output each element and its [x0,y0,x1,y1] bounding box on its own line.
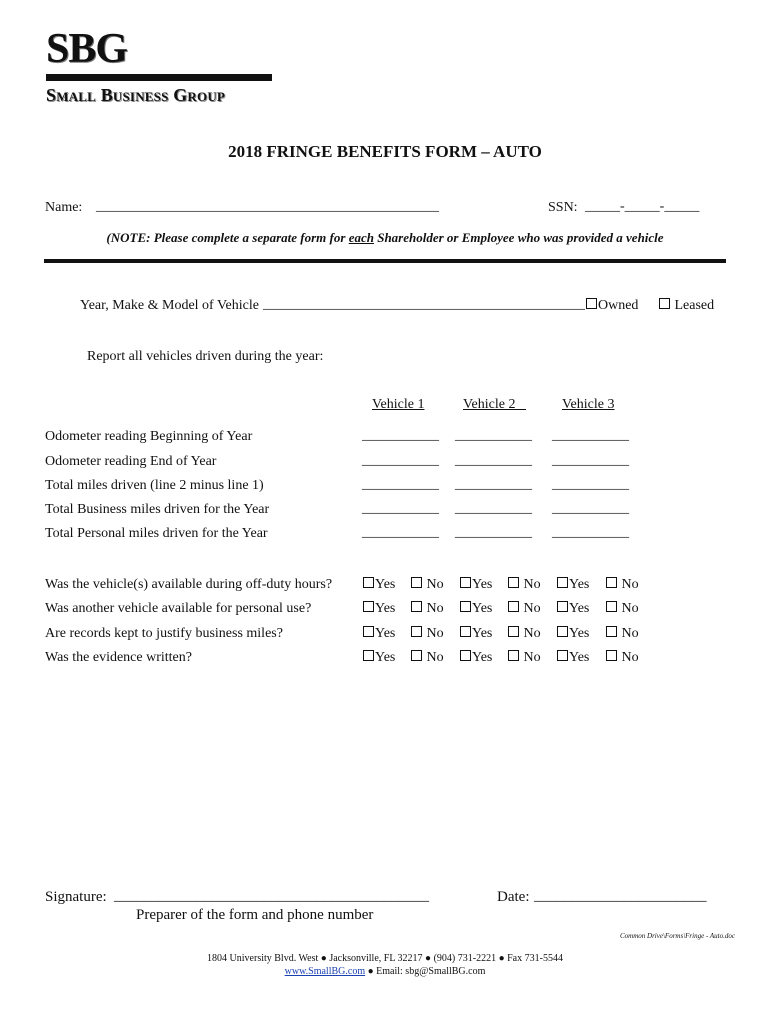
vehicle-label: Year, Make & Model of Vehicle [80,298,259,313]
no-checkbox[interactable]: No [411,626,444,642]
yes-checkbox[interactable]: Yes [460,650,492,666]
row-label-total-miles: Total miles driven (line 2 minus line 1) [45,478,264,493]
checkbox-icon [411,626,422,637]
checkbox-icon [411,650,422,661]
question-evidence-written: Was the evidence written? [45,650,192,665]
no-checkbox[interactable]: No [508,650,541,666]
logo-subtitle: Small Business Group [46,85,226,105]
yes-checkbox[interactable]: Yes [363,626,395,642]
checkbox-icon [659,298,670,309]
question-another-vehicle: Was another vehicle available for personal use? [45,601,312,616]
website-link[interactable]: www.SmallBG.com [284,966,366,977]
yes-checkbox[interactable]: Yes [460,626,492,642]
checkbox-icon [508,601,519,612]
no-checkbox[interactable]: No [606,577,639,593]
mileage-field[interactable]: ___________ [455,453,532,468]
mileage-field[interactable]: ___________ [455,501,532,516]
no-checkbox[interactable]: No [508,626,541,642]
yes-checkbox[interactable]: Yes [363,577,395,593]
mileage-field[interactable]: ___________ [552,453,629,468]
divider-rule [44,259,726,263]
checkbox-icon [557,577,568,588]
name-field[interactable]: _________________________________________________ [96,199,439,214]
yes-checkbox[interactable]: Yes [557,650,589,666]
date-label: Date: [497,889,530,905]
checkbox-icon [460,626,471,637]
row-label-personal-miles: Total Personal miles driven for the Year [45,526,268,541]
no-checkbox[interactable]: No [411,601,444,617]
checkbox-icon [606,626,617,637]
ssn-field[interactable]: _____-_____-_____ [585,199,700,214]
checkbox-icon [411,577,422,588]
vehicle-3-header: Vehicle 3 [562,397,615,412]
no-checkbox[interactable]: No [508,577,541,593]
form-title: 2018 FRINGE BENEFITS FORM – AUTO [228,142,542,161]
leased-checkbox[interactable]: Leased [659,298,714,314]
mileage-field[interactable]: ___________ [362,477,439,492]
checkbox-icon [363,626,374,637]
logo-bar [46,74,272,81]
mileage-field[interactable]: ___________ [455,477,532,492]
vehicle-2-header: Vehicle 2 [463,397,516,412]
owned-checkbox[interactable]: Owned [586,298,638,314]
checkbox-icon [557,601,568,612]
checkbox-icon [460,601,471,612]
checkbox-icon [508,650,519,661]
file-path-note: Common Drive\Forms\Fringe - Auto.doc [620,932,735,940]
no-checkbox[interactable]: No [508,601,541,617]
row-label-odometer-end: Odometer reading End of Year [45,454,217,469]
checkbox-icon [460,650,471,661]
date-field[interactable]: _______________________ [534,888,707,904]
no-checkbox[interactable]: No [606,601,639,617]
checkbox-icon [508,626,519,637]
question-records-kept: Are records kept to justify business miles? [45,626,283,641]
vehicle-field[interactable]: ______________________________________________ [263,297,585,312]
mileage-field[interactable]: ___________ [552,477,629,492]
yes-checkbox[interactable]: Yes [363,601,395,617]
yes-checkbox[interactable]: Yes [557,601,589,617]
yes-checkbox[interactable]: Yes [557,626,589,642]
question-off-duty: Was the vehicle(s) available during off-duty hours? [45,577,333,592]
footer-contact: www.SmallBG.com ● Email: sbg@SmallBG.com [284,966,486,977]
mileage-field[interactable]: ___________ [455,525,532,540]
yes-checkbox[interactable]: Yes [460,577,492,593]
report-instruction: Report all vehicles driven during the year: [87,349,324,364]
signature-field[interactable]: __________________________________________ [114,888,429,904]
signature-caption: Preparer of the form and phone number [136,907,374,923]
checkbox-icon [606,601,617,612]
checkbox-icon [606,650,617,661]
ssn-label: SSN: [548,200,578,215]
mileage-field[interactable]: ___________ [552,428,629,443]
checkbox-icon [460,577,471,588]
yes-checkbox[interactable]: Yes [460,601,492,617]
checkbox-icon [586,298,597,309]
no-checkbox[interactable]: No [411,577,444,593]
checkbox-icon [411,601,422,612]
checkbox-icon [363,650,374,661]
logo-sbg: SBG [46,26,128,72]
row-label-business-miles: Total Business miles driven for the Year [45,502,270,517]
vehicle-1-header: Vehicle 1 [372,397,425,412]
no-checkbox[interactable]: No [606,626,639,642]
checkbox-icon [508,577,519,588]
mileage-field[interactable]: ___________ [362,428,439,443]
footer-address: 1804 University Blvd. West ● Jacksonville, FL 32217 ● (904) 731-2221 ● Fax 731-5544 [207,953,563,964]
note-text: (NOTE: Please complete a separate form for each Shareholder or Employee who was provided a vehicle [106,230,664,245]
mileage-field[interactable]: ___________ [362,501,439,516]
mileage-field[interactable]: ___________ [552,501,629,516]
checkbox-icon [557,650,568,661]
name-label: Name: [45,200,83,215]
row-label-odometer-begin: Odometer reading Beginning of Year [45,429,253,444]
signature-label: Signature: [45,889,107,905]
checkbox-icon [363,601,374,612]
checkbox-icon [606,577,617,588]
mileage-field[interactable]: ___________ [552,525,629,540]
mileage-field[interactable]: ___________ [362,525,439,540]
yes-checkbox[interactable]: Yes [363,650,395,666]
yes-checkbox[interactable]: Yes [557,577,589,593]
mileage-field[interactable]: ___________ [362,453,439,468]
no-checkbox[interactable]: No [411,650,444,666]
mileage-field[interactable]: ___________ [455,428,532,443]
no-checkbox[interactable]: No [606,650,639,666]
checkbox-icon [557,626,568,637]
checkbox-icon [363,577,374,588]
